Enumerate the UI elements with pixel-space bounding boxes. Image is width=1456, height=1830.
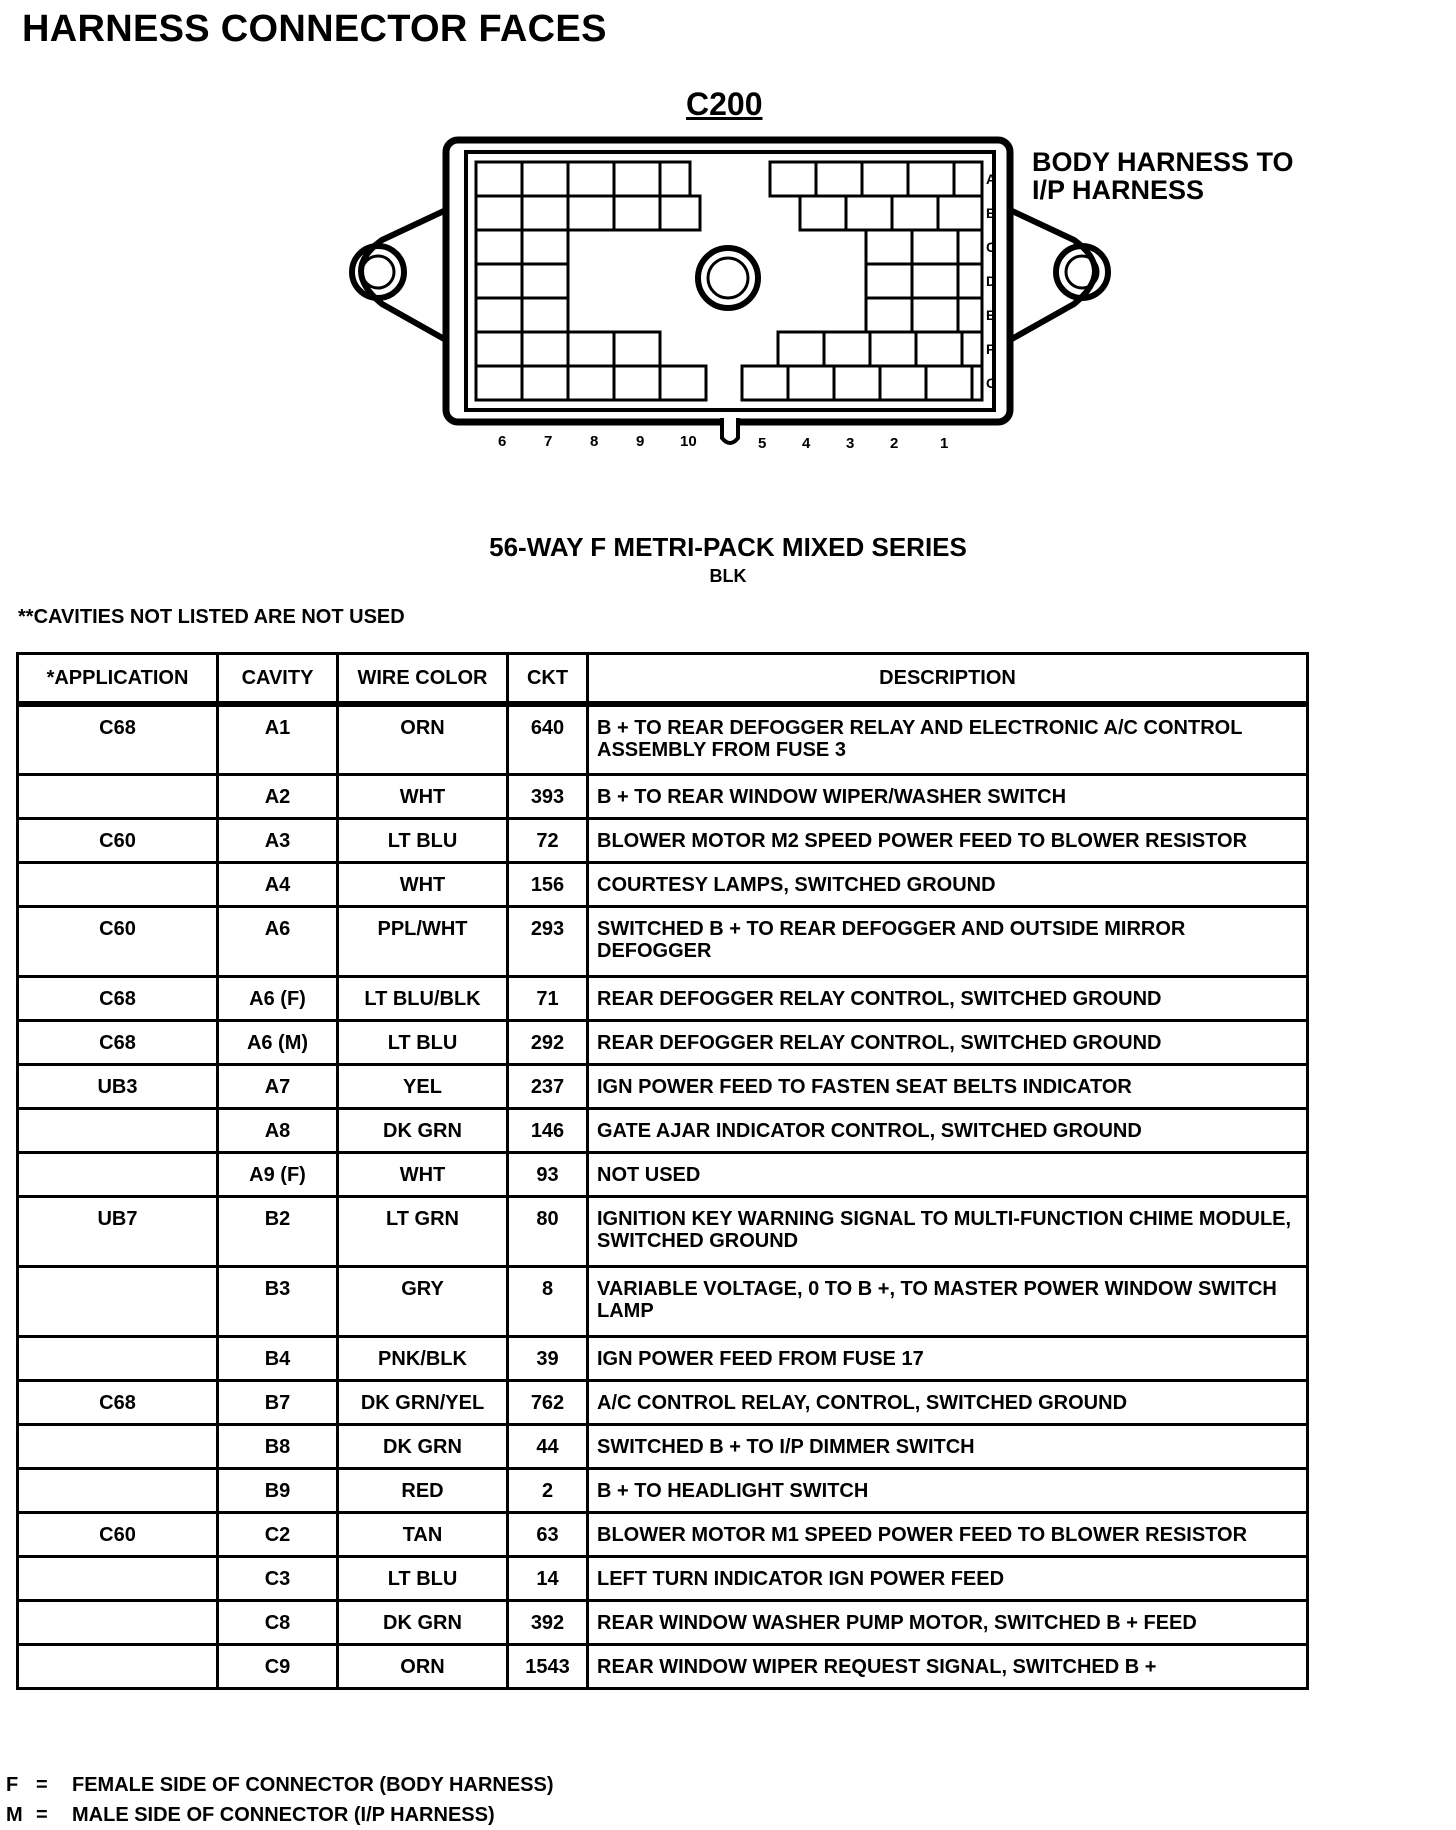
row-letter: E (986, 307, 996, 323)
cell-cavity: B8 (218, 1424, 338, 1468)
row-letter: G (986, 375, 997, 391)
cell-description: IGNITION KEY WARNING SIGNAL TO MULTI-FUNCTION CHIME MODULE, SWITCHED GROUND (588, 1196, 1308, 1266)
table-row (18, 818, 1308, 862)
cell-ckt: 80 (508, 1196, 588, 1266)
row-letter: C (986, 239, 997, 255)
cavity (568, 162, 614, 196)
cell-wire-color: LT BLU (338, 818, 508, 862)
cell-wire-color: LT BLU (338, 1020, 508, 1064)
cavity (912, 298, 958, 332)
cell-cavity: A2 (218, 774, 338, 818)
cell-ckt: 2 (508, 1468, 588, 1512)
cell-wire-color: WHT (338, 862, 508, 906)
cell-description: B + TO REAR WINDOW WIPER/WASHER SWITCH (588, 774, 1308, 818)
column-number: 7 (544, 433, 553, 450)
table-row (18, 862, 1308, 906)
column-number: 3 (846, 435, 855, 452)
cavity (522, 230, 568, 264)
cell-ckt: 1543 (508, 1644, 588, 1688)
table-row (18, 1108, 1308, 1152)
cavity (614, 366, 660, 400)
cavity (938, 196, 982, 230)
table-row (18, 1064, 1308, 1108)
cell-cavity: A6 (218, 906, 338, 976)
cavity (846, 196, 892, 230)
header-application: *APPLICATION (18, 654, 218, 705)
cell-ckt: 156 (508, 862, 588, 906)
column-number: 10 (680, 433, 697, 450)
cavity (962, 332, 982, 366)
cavity (770, 162, 816, 196)
cavity (522, 298, 568, 332)
cell-wire-color: RED (338, 1468, 508, 1512)
column-number: 4 (802, 435, 811, 452)
cell-application (18, 1108, 218, 1152)
cell-ckt: 72 (508, 818, 588, 862)
cell-ckt: 237 (508, 1064, 588, 1108)
cavity (522, 196, 568, 230)
row-letter: D (986, 273, 997, 289)
cell-ckt: 146 (508, 1108, 588, 1152)
table-row (18, 1424, 1308, 1468)
cell-wire-color: DK GRN (338, 1600, 508, 1644)
table-row (18, 1600, 1308, 1644)
cavity (522, 162, 568, 196)
header-description: DESCRIPTION (588, 654, 1308, 705)
cavity (926, 366, 972, 400)
table-row (18, 1336, 1308, 1380)
cell-description: LEFT TURN INDICATOR IGN POWER FEED (588, 1556, 1308, 1600)
cell-wire-color: DK GRN (338, 1424, 508, 1468)
cavity (958, 264, 982, 298)
cell-application (18, 1644, 218, 1688)
cavity (522, 332, 568, 366)
cell-application (18, 1600, 218, 1644)
cell-cavity: A6 (M) (218, 1020, 338, 1064)
cavity (476, 196, 522, 230)
cavity-table (16, 652, 1309, 1690)
cavity (476, 230, 522, 264)
cavity (870, 332, 916, 366)
cavity (862, 162, 908, 196)
cell-application: C60 (18, 818, 218, 862)
cavity (614, 332, 660, 366)
cell-cavity: A8 (218, 1108, 338, 1152)
cell-cavity: B9 (218, 1468, 338, 1512)
cell-description: SWITCHED B + TO REAR DEFOGGER AND OUTSIDE MIRROR DEFOGGER (588, 906, 1308, 976)
cell-wire-color: LT BLU/BLK (338, 976, 508, 1020)
harness-label: BODY HARNESS TO I/P HARNESS (1032, 147, 1294, 205)
cavity (614, 162, 660, 196)
cell-cavity: A7 (218, 1064, 338, 1108)
cell-wire-color: LT GRN (338, 1196, 508, 1266)
table-row (18, 1468, 1308, 1512)
cell-description: REAR DEFOGGER RELAY CONTROL, SWITCHED GROUND (588, 976, 1308, 1020)
keying-notch (722, 418, 738, 443)
cell-application (18, 1266, 218, 1336)
table-row (18, 1644, 1308, 1688)
cell-ckt: 292 (508, 1020, 588, 1064)
cell-description: B + TO REAR DEFOGGER RELAY AND ELECTRONIC A/C CONTROL ASSEMBLY FROM FUSE 3 (588, 704, 1308, 774)
column-number: 6 (498, 433, 507, 450)
cell-wire-color: DK GRN/YEL (338, 1380, 508, 1424)
column-number: 9 (636, 433, 645, 450)
table-row (18, 704, 1308, 774)
cavity (476, 366, 522, 400)
cell-application (18, 862, 218, 906)
cavity-grid (476, 162, 982, 400)
cavity (660, 366, 706, 400)
cavity (476, 332, 522, 366)
cell-application (18, 1152, 218, 1196)
cell-ckt: 762 (508, 1380, 588, 1424)
cell-wire-color: YEL (338, 1064, 508, 1108)
cell-wire-color: WHT (338, 774, 508, 818)
cavity (778, 332, 824, 366)
cell-cavity: A6 (F) (218, 976, 338, 1020)
cavity (958, 230, 982, 264)
cell-application: C60 (18, 1512, 218, 1556)
row-letter: B (986, 205, 997, 221)
connector-id: C200 (686, 86, 763, 122)
table-row (18, 906, 1308, 976)
cell-wire-color: WHT (338, 1152, 508, 1196)
cavity (866, 230, 912, 264)
cavity (908, 162, 954, 196)
cell-wire-color: ORN (338, 704, 508, 774)
cavity (476, 298, 522, 332)
cavity (660, 162, 690, 196)
cell-description: IGN POWER FEED TO FASTEN SEAT BELTS INDICATOR (588, 1064, 1308, 1108)
connector-inner-wall (466, 152, 997, 410)
column-number: 5 (758, 435, 767, 452)
connector-color: BLK (709, 566, 747, 586)
cavity (800, 196, 846, 230)
cell-description: NOT USED (588, 1152, 1308, 1196)
header-cavity: CAVITY (218, 654, 338, 705)
cell-wire-color: TAN (338, 1512, 508, 1556)
cell-application: C60 (18, 906, 218, 976)
table-row (18, 1512, 1308, 1556)
cell-ckt: 63 (508, 1512, 588, 1556)
cell-ckt: 14 (508, 1556, 588, 1600)
cell-ckt: 640 (508, 704, 588, 774)
cell-cavity: A1 (218, 704, 338, 774)
header-ckt: CKT (508, 654, 588, 705)
cell-cavity: B2 (218, 1196, 338, 1266)
unused-cavities-note: **CAVITIES NOT LISTED ARE NOT USED (18, 606, 405, 628)
cell-cavity: C9 (218, 1644, 338, 1688)
cavity (568, 366, 614, 400)
legend-female: F = FEMALE SIDE OF CONNECTOR (BODY HARNESS) (6, 1774, 554, 1796)
table-row (18, 1196, 1308, 1266)
cell-cavity: A9 (F) (218, 1152, 338, 1196)
cell-cavity: C3 (218, 1556, 338, 1600)
cell-application (18, 1336, 218, 1380)
cell-description: GATE AJAR INDICATOR CONTROL, SWITCHED GROUND (588, 1108, 1308, 1152)
table-row (18, 1556, 1308, 1600)
column-number: 1 (940, 435, 949, 452)
table-row (18, 1020, 1308, 1064)
table-row (18, 1152, 1308, 1196)
cell-description: COURTESY LAMPS, SWITCHED GROUND (588, 862, 1308, 906)
table-header-row (18, 654, 1308, 705)
cell-ckt: 392 (508, 1600, 588, 1644)
cell-wire-color: PNK/BLK (338, 1336, 508, 1380)
header-wire-color: WIRE COLOR (338, 654, 508, 705)
cell-application: C68 (18, 704, 218, 774)
cell-cavity: A3 (218, 818, 338, 862)
cavity (866, 298, 912, 332)
cell-ckt: 393 (508, 774, 588, 818)
cell-description: VARIABLE VOLTAGE, 0 TO B +, TO MASTER POWER WINDOW SWITCH LAMP (588, 1266, 1308, 1336)
right-mounting-hole (1056, 246, 1108, 298)
table-row (18, 976, 1308, 1020)
cell-description: SWITCHED B + TO I/P DIMMER SWITCH (588, 1424, 1308, 1468)
cavity (972, 366, 982, 400)
legend-male: M = MALE SIDE OF CONNECTOR (I/P HARNESS) (6, 1804, 495, 1826)
cavity (522, 264, 568, 298)
cell-ckt: 44 (508, 1424, 588, 1468)
cavity (916, 332, 962, 366)
row-letter: A (986, 171, 997, 187)
cell-application: C68 (18, 1380, 218, 1424)
table-row (18, 1266, 1308, 1336)
cell-ckt: 8 (508, 1266, 588, 1336)
cell-cavity: A4 (218, 862, 338, 906)
cavity (522, 366, 568, 400)
cell-ckt: 39 (508, 1336, 588, 1380)
cell-wire-color: ORN (338, 1644, 508, 1688)
cell-application (18, 1424, 218, 1468)
cavity (568, 196, 614, 230)
cell-description: BLOWER MOTOR M2 SPEED POWER FEED TO BLOWER RESISTOR (588, 818, 1308, 862)
cell-cavity: B3 (218, 1266, 338, 1336)
cell-application: UB3 (18, 1064, 218, 1108)
cavity (660, 196, 700, 230)
column-number: 2 (890, 435, 899, 452)
cell-description: B + TO HEADLIGHT SWITCH (588, 1468, 1308, 1512)
cell-ckt: 71 (508, 976, 588, 1020)
cavity (834, 366, 880, 400)
cell-application: UB7 (18, 1196, 218, 1266)
cavity (912, 230, 958, 264)
cell-application (18, 774, 218, 818)
table-row (18, 1380, 1308, 1424)
cell-description: IGN POWER FEED FROM FUSE 17 (588, 1336, 1308, 1380)
connector-face-diagram (0, 0, 1456, 470)
cavity (742, 366, 788, 400)
column-number: 8 (590, 433, 599, 450)
cavity (954, 162, 982, 196)
cavity (816, 162, 862, 196)
cell-application (18, 1556, 218, 1600)
cell-application: C68 (18, 1020, 218, 1064)
cavity (614, 196, 660, 230)
table-row (18, 774, 1308, 818)
cell-wire-color: LT BLU (338, 1556, 508, 1600)
cavity (912, 264, 958, 298)
cell-wire-color: DK GRN (338, 1108, 508, 1152)
row-letter: F (986, 341, 995, 357)
cell-description: REAR DEFOGGER RELAY CONTROL, SWITCHED GROUND (588, 1020, 1308, 1064)
cell-cavity: C2 (218, 1512, 338, 1556)
cell-wire-color: PPL/WHT (338, 906, 508, 976)
cavity (866, 264, 912, 298)
page-title: HARNESS CONNECTOR FACES (22, 8, 607, 50)
cell-wire-color: GRY (338, 1266, 508, 1336)
cavity (788, 366, 834, 400)
cell-description: BLOWER MOTOR M1 SPEED POWER FEED TO BLOWER RESISTOR (588, 1512, 1308, 1556)
cell-application (18, 1468, 218, 1512)
cavity (880, 366, 926, 400)
cavity (476, 162, 522, 196)
cell-application: C68 (18, 976, 218, 1020)
table-body (18, 704, 1308, 1688)
connector-name: 56-WAY F METRI-PACK MIXED SERIES (489, 532, 967, 562)
right-mounting-ear (1010, 210, 1095, 340)
cell-description: REAR WINDOW WIPER REQUEST SIGNAL, SWITCHED B + (588, 1644, 1308, 1688)
cell-description: A/C CONTROL RELAY, CONTROL, SWITCHED GROUND (588, 1380, 1308, 1424)
cavity (568, 332, 614, 366)
cavity (476, 264, 522, 298)
cell-description: REAR WINDOW WASHER PUMP MOTOR, SWITCHED B + FEED (588, 1600, 1308, 1644)
cell-ckt: 93 (508, 1152, 588, 1196)
cell-cavity: C8 (218, 1600, 338, 1644)
cavity (958, 298, 982, 332)
cavity (892, 196, 938, 230)
cavity (824, 332, 870, 366)
cell-cavity: B4 (218, 1336, 338, 1380)
cell-cavity: B7 (218, 1380, 338, 1424)
cell-ckt: 293 (508, 906, 588, 976)
